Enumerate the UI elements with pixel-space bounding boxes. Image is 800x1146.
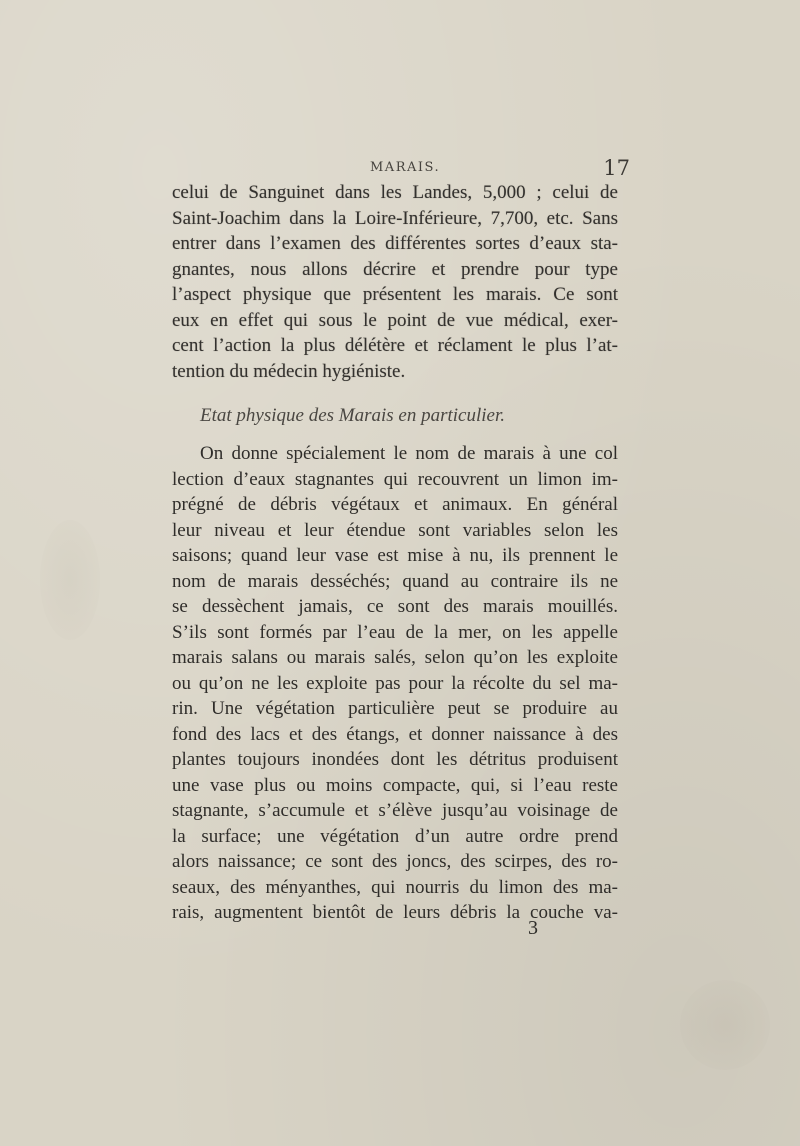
text-line: marais salans ou marais salés, selon qu’on les exploite bbox=[172, 647, 618, 668]
paragraph-main bbox=[172, 441, 618, 926]
paragraph-top bbox=[172, 180, 618, 384]
text-line: nom de marais desséchés; quand au contraire ils ne bbox=[172, 570, 618, 592]
text-line: lection d’eaux stagnantes qui recouvrent un limon im- bbox=[172, 468, 618, 490]
text-line: eux en effet qui sous le point de vue médical, exer- bbox=[172, 309, 618, 331]
paper-stain bbox=[680, 980, 770, 1070]
text-line: prégné de débris végétaux et animaux. En général bbox=[172, 494, 618, 515]
page-header bbox=[170, 156, 630, 182]
text-line: Saint-Joachim dans la Loire-Inférieure, 7,700, etc. Sans bbox=[172, 207, 618, 229]
text-line: la surface; une végétation d’un autre ordre prend bbox=[172, 825, 618, 847]
text-line: seaux, des ményanthes, qui nourris du limon des ma- bbox=[172, 876, 618, 898]
section-subtitle: Etat physique des Marais en particulier. bbox=[200, 405, 506, 426]
text-line: plantes toujours inondées dont les détritus produisent bbox=[172, 749, 618, 770]
text-line: entrer dans l’examen des différentes sortes d’eaux sta- bbox=[172, 233, 618, 254]
signature-mark: 3 bbox=[528, 917, 538, 939]
running-head: MARAIS. bbox=[370, 160, 441, 175]
text-line: tention du médecin hygiéniste. bbox=[172, 360, 406, 382]
text-line: ou qu’on ne les exploite pas pour la récolte du sel ma- bbox=[172, 672, 618, 694]
text-line: rais, augmentent bientôt de leurs débris la couche va- bbox=[172, 902, 618, 923]
paper-stain bbox=[40, 520, 100, 640]
text-line: fond des lacs et des étangs, et donner naissance à des bbox=[172, 723, 618, 745]
text-line: l’aspect physique que présentent les marais. Ce sont bbox=[172, 284, 618, 305]
text-line: S’ils sont formés par l’eau de la mer, on les appelle bbox=[172, 621, 618, 643]
text-line: saisons; quand leur vase est mise à nu, ils prennent le bbox=[172, 545, 618, 566]
text-line: une vase plus ou moins compacte, qui, si l’eau reste bbox=[172, 774, 618, 796]
text-line: se dessèchent jamais, ce sont des marais mouillés. bbox=[172, 596, 618, 617]
text-line: leur niveau et leur étendue sont variables selon les bbox=[172, 519, 618, 541]
text-line: On donne spécialement le nom de marais à une col bbox=[200, 443, 618, 464]
text-line: rin. Une végétation particulière peut se produire au bbox=[172, 698, 618, 719]
text-line: stagnante, s’accumule et s’élève jusqu’au voisinage de bbox=[172, 800, 618, 821]
text-line: cent l’action la plus délétère et réclament le plus l’at- bbox=[172, 335, 618, 356]
page-number: 17 bbox=[603, 156, 630, 180]
text-line: gnantes, nous allons décrire et prendre pour type bbox=[172, 258, 618, 280]
text-line: alors naissance; ce sont des joncs, des scirpes, des ro- bbox=[172, 851, 618, 872]
text-line: celui de Sanguinet dans les Landes, 5,000 ; celui de bbox=[172, 182, 618, 203]
